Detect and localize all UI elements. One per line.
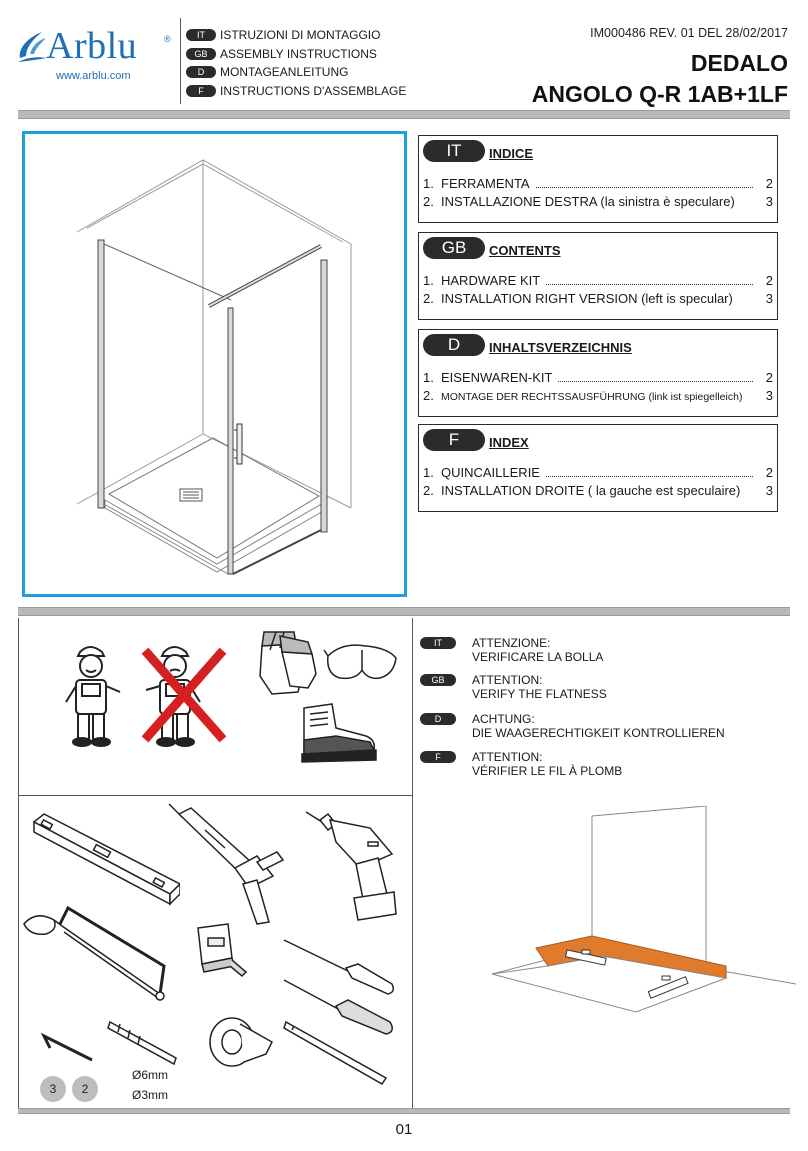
- quantity-badge-drill-bit: 2: [72, 1076, 98, 1102]
- brand-website[interactable]: www.arblu.com: [56, 70, 131, 82]
- attention-text-f: VÉRIFIER LE FIL À PLOMB: [472, 764, 623, 778]
- adhesive-tape-icon: [204, 1012, 276, 1072]
- index-section-it: [418, 135, 778, 223]
- leader-dots: [546, 284, 753, 285]
- tape-measure-icon: [190, 920, 250, 980]
- index-item[interactable]: 1. QUINCAILLERIE 2: [423, 465, 773, 480]
- drill-bit-size-2: Ø3mm: [132, 1088, 168, 1102]
- index-item[interactable]: 1. FERRAMENTA 2: [423, 176, 773, 191]
- index-section-f: [418, 424, 778, 512]
- model-name: DEDALO: [690, 50, 788, 76]
- leader-dots: [536, 187, 753, 188]
- index-badge-f: F: [423, 429, 485, 451]
- index-title-f: INDEX: [489, 435, 529, 450]
- header-divider: [180, 18, 181, 104]
- language-list: [186, 26, 406, 100]
- section-bar: [18, 607, 790, 616]
- attention-badge-d: D: [420, 713, 456, 725]
- index-item[interactable]: 1. HARDWARE KIT 2: [423, 273, 773, 288]
- attention-text-d: DIE WAAGERECHTIGKEIT KONTROLLIEREN: [472, 726, 725, 740]
- attention-title-d: ACHTUNG:: [472, 712, 535, 726]
- index-title-d: INHALTSVERZEICHNIS: [489, 340, 632, 355]
- lang-row-f: [186, 82, 406, 101]
- document-reference: IM000486 REV. 01 DEL 28/02/2017: [590, 26, 788, 40]
- lang-label-f: INSTRUCTIONS D'ASSEMBLAGE: [220, 83, 407, 98]
- index-item[interactable]: 2. MONTAGE DER RECHTSSAUSFÜHRUNG (link ist spiegelleich) 3: [423, 388, 773, 403]
- hacksaw-icon: [22, 902, 182, 1010]
- leader-dots: [546, 476, 753, 477]
- attention-badge-f: F: [420, 751, 456, 763]
- pencil-icon: [282, 1018, 392, 1088]
- index-item[interactable]: 2. INSTALLAZIONE DESTRA (la sinistra è speculare) 3: [423, 194, 773, 209]
- attention-title-f: ATTENTION:: [472, 750, 543, 764]
- drill-bit-size-1: Ø6mm: [132, 1068, 168, 1082]
- safety-boot-icon: [296, 700, 382, 768]
- attention-title-it: ATTENZIONE:: [472, 636, 551, 650]
- two-person-lift-icon: [60, 640, 240, 750]
- brand-name: Arblu: [46, 25, 138, 67]
- silicone-gun-icon: [165, 800, 285, 926]
- shower-enclosure-illustration: [25, 134, 404, 594]
- lang-badge-f: F: [186, 85, 216, 97]
- page-number: 01: [395, 1121, 413, 1138]
- leader-dots: [558, 381, 753, 382]
- electric-drill-icon: [300, 806, 406, 922]
- arblu-logo: [16, 22, 176, 82]
- attention-text-it: VERIFICARE LA BOLLA: [472, 650, 604, 664]
- lang-badge-gb: GB: [186, 48, 216, 60]
- lang-label-gb: ASSEMBLY INSTRUCTIONS: [220, 46, 377, 61]
- lang-label-d: MONTAGEANLEITUNG: [220, 65, 349, 80]
- index-badge-it: IT: [423, 140, 485, 162]
- index-section-gb: [418, 232, 778, 320]
- lang-badge-it: IT: [186, 29, 216, 41]
- index-item[interactable]: 2. INSTALLATION RIGHT VERSION (left is specular) 3: [423, 291, 773, 306]
- model-title: [532, 48, 788, 110]
- gloves-icon: [250, 628, 322, 700]
- attention-badge-it: IT: [420, 637, 456, 649]
- attention-text-gb: VERIFY THE FLATNESS: [472, 687, 607, 701]
- lang-badge-d: D: [186, 66, 216, 78]
- quantity-badge-allen-key: 3: [40, 1076, 66, 1102]
- spirit-level-icon: [30, 808, 180, 908]
- index-badge-gb: GB: [423, 237, 485, 259]
- header-bar: [18, 110, 790, 119]
- floor-level-check-illustration: [486, 806, 796, 1036]
- brand-registered: ®: [164, 34, 171, 44]
- index-badge-d: D: [423, 334, 485, 356]
- arblu-swoosh-icon: [16, 28, 48, 62]
- allen-key-icon: [36, 1030, 96, 1070]
- lang-row-gb: [186, 45, 406, 64]
- grid-border-left: [18, 618, 19, 1114]
- attention-badge-gb: GB: [420, 674, 456, 686]
- drill-bit-icon: [106, 1018, 182, 1068]
- index-section-d: [418, 329, 778, 417]
- model-variant: ANGOLO Q-R 1AB+1LF: [531, 81, 788, 107]
- index-title-it: INDICE: [489, 146, 534, 161]
- product-illustration-frame: [22, 131, 407, 597]
- index-item[interactable]: 2. INSTALLATION DROITE ( la gauche est speculaire) 3: [423, 483, 773, 498]
- grid-divider-horizontal: [18, 795, 412, 796]
- index-item[interactable]: 1. EISENWAREN-KIT 2: [423, 370, 773, 385]
- footer-bar: [18, 1108, 790, 1114]
- lang-row-it: [186, 26, 406, 45]
- grid-divider-vertical: [412, 618, 413, 1114]
- attention-title-gb: ATTENTION:: [472, 673, 543, 687]
- lang-label-it: ISTRUZIONI DI MONTAGGIO: [220, 28, 381, 43]
- lang-row-d: [186, 63, 406, 82]
- safety-glasses-icon: [322, 636, 402, 692]
- index-title-gb: CONTENTS: [489, 243, 561, 258]
